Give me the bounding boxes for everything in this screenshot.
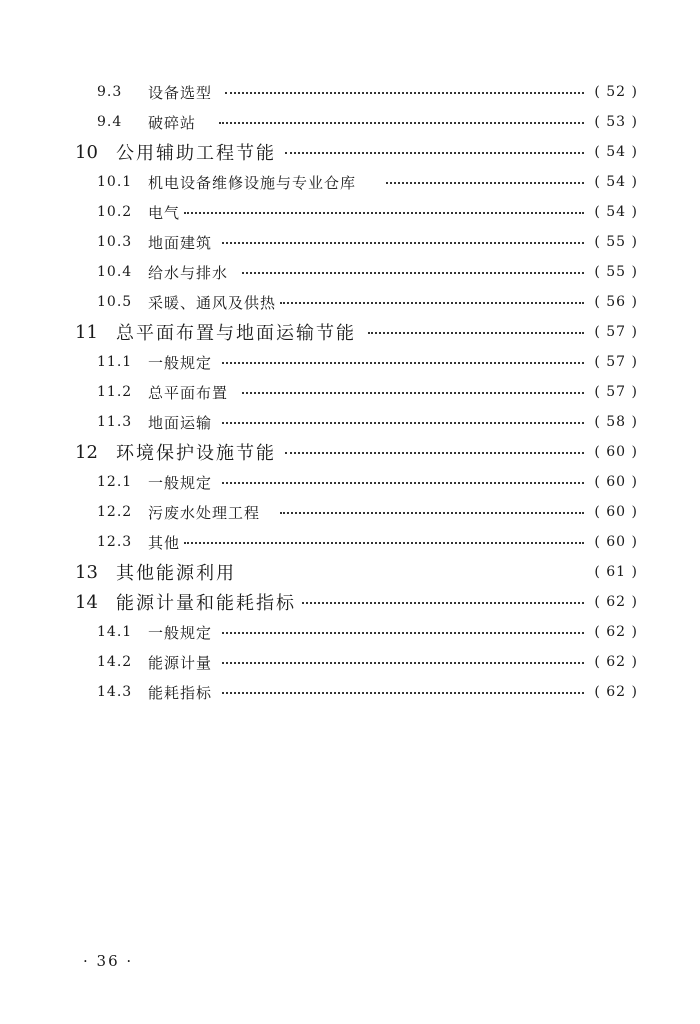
entry-page: ( 62 ) (594, 684, 638, 700)
entry-title: 能源计量 (148, 653, 213, 672)
entry-number: 10.5 (97, 294, 133, 310)
toc-entry[interactable] (0, 620, 700, 644)
entry-title: 设备选型 (148, 83, 213, 102)
entry-page: ( 60 ) (594, 444, 638, 460)
entry-number: 10 (75, 141, 98, 163)
leader-dots (285, 450, 584, 454)
leader-dots (302, 600, 584, 604)
toc-entry[interactable] (0, 110, 700, 134)
toc-entry[interactable] (0, 350, 700, 374)
entry-title: 采暖、通风及供热 (148, 293, 277, 312)
entry-page: ( 55 ) (594, 264, 638, 280)
entry-number: 10.3 (97, 234, 133, 250)
entry-number: 10.4 (97, 264, 133, 280)
entry-page: ( 52 ) (594, 84, 638, 100)
leader-dots (368, 330, 584, 334)
entry-page: ( 61 ) (594, 564, 638, 580)
toc-entry[interactable] (0, 680, 700, 704)
entry-title: 公用辅助工程节能 (116, 143, 276, 164)
toc-entry[interactable] (0, 80, 700, 104)
entry-number: 10.2 (97, 204, 133, 220)
toc-entry[interactable] (0, 320, 700, 344)
entry-page: ( 58 ) (594, 414, 638, 430)
entry-page: ( 53 ) (594, 114, 638, 130)
entry-page: ( 54 ) (594, 204, 638, 220)
leader-dots (222, 480, 584, 484)
entry-number: 9.3 (97, 84, 123, 100)
entry-title: 总平面布置 (148, 383, 229, 402)
entry-page: ( 57 ) (594, 384, 638, 400)
entry-page: ( 62 ) (594, 654, 638, 670)
toc-entry[interactable] (0, 410, 700, 434)
entry-number: 9.4 (97, 114, 123, 130)
leader-dots (240, 570, 584, 574)
entry-title: 环境保护设施节能 (116, 443, 276, 464)
entry-number: 13 (75, 561, 98, 583)
leader-dots (242, 270, 584, 274)
toc-entry[interactable] (0, 170, 700, 194)
entry-page: ( 60 ) (594, 474, 638, 490)
toc-entry[interactable] (0, 290, 700, 314)
toc-entry[interactable] (0, 260, 700, 284)
toc-entry[interactable] (0, 470, 700, 494)
leader-dots (222, 690, 584, 694)
entry-page: ( 56 ) (594, 294, 638, 310)
entry-page: ( 54 ) (594, 144, 638, 160)
toc-entry[interactable] (0, 530, 700, 554)
entry-number: 14 (75, 591, 98, 613)
entry-number: 14.3 (97, 684, 133, 700)
entry-page: ( 60 ) (594, 534, 638, 550)
entry-title: 污废水处理工程 (148, 503, 261, 522)
leader-dots (222, 360, 584, 364)
entry-title: 电气 (148, 203, 181, 222)
entry-page: ( 60 ) (594, 504, 638, 520)
entry-page: ( 57 ) (594, 324, 638, 340)
entry-title: 一般规定 (148, 473, 213, 492)
entry-page: ( 62 ) (594, 594, 638, 610)
leader-dots (225, 90, 584, 94)
leader-dots (242, 390, 584, 394)
entry-title: 总平面布置与地面运输节能 (116, 323, 356, 344)
entry-number: 10.1 (97, 174, 133, 190)
leader-dots (222, 420, 584, 424)
entry-number: 12.2 (97, 504, 133, 520)
leader-dots (280, 510, 584, 514)
entry-title: 破碎站 (148, 113, 197, 132)
toc-entry[interactable] (0, 200, 700, 224)
toc-entry[interactable] (0, 440, 700, 464)
entry-title: 一般规定 (148, 623, 213, 642)
entry-number: 12.1 (97, 474, 133, 490)
entry-page: ( 55 ) (594, 234, 638, 250)
entry-title: 机电设备维修设施与专业仓库 (148, 173, 357, 192)
page-number: · 36 · (83, 952, 134, 970)
leader-dots (184, 210, 584, 214)
leader-dots (184, 540, 584, 544)
entry-number: 12.3 (97, 534, 133, 550)
toc-entry[interactable] (0, 500, 700, 524)
entry-number: 11.3 (97, 414, 133, 430)
toc-entry[interactable] (0, 380, 700, 404)
entry-page: ( 62 ) (594, 624, 638, 640)
entry-number: 12 (75, 441, 98, 463)
entry-page: ( 57 ) (594, 354, 638, 370)
entry-title: 其他 (148, 533, 181, 552)
entry-page: ( 54 ) (594, 174, 638, 190)
entry-title: 能源计量和能耗指标 (116, 593, 296, 614)
toc-entry[interactable] (0, 560, 700, 584)
leader-dots (222, 240, 584, 244)
toc-entry[interactable] (0, 650, 700, 674)
entry-title: 其他能源利用 (116, 563, 236, 584)
entry-title: 能耗指标 (148, 683, 213, 702)
entry-number: 11.1 (97, 354, 133, 370)
leader-dots (280, 300, 584, 304)
leader-dots (386, 180, 584, 184)
entry-title: 给水与排水 (148, 263, 229, 282)
leader-dots (222, 630, 584, 634)
entry-number: 11.2 (97, 384, 133, 400)
entry-number: 11 (75, 321, 98, 343)
entry-title: 一般规定 (148, 353, 213, 372)
entry-number: 14.2 (97, 654, 133, 670)
leader-dots (285, 150, 584, 154)
entry-title: 地面建筑 (148, 233, 213, 252)
toc-entry[interactable] (0, 230, 700, 254)
entry-number: 14.1 (97, 624, 133, 640)
entry-title: 地面运输 (148, 413, 213, 432)
leader-dots (219, 120, 584, 124)
toc-entry[interactable] (0, 590, 700, 614)
leader-dots (222, 660, 584, 664)
toc-entry[interactable] (0, 140, 700, 164)
